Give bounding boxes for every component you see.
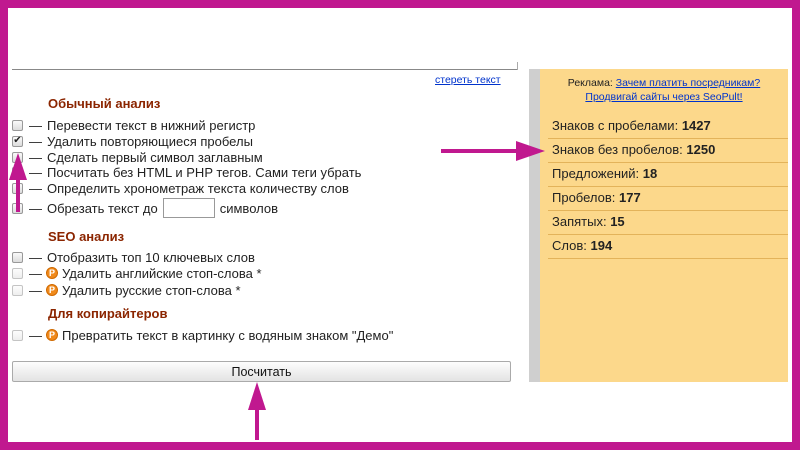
- stat-divider: [548, 258, 788, 259]
- checkbox-capitalize[interactable]: [12, 152, 23, 163]
- stat-spaces: [548, 187, 788, 209]
- ad-link-seopult[interactable]: Продвигай сайты через SeoPult!: [585, 91, 743, 103]
- ad-prefix: Реклама:: [567, 77, 613, 89]
- stat-sentences: [548, 163, 788, 185]
- premium-badge-icon: P: [46, 267, 58, 279]
- ad-link-intermediaries[interactable]: Зачем платить посредникам?: [615, 77, 761, 89]
- option-capitalize: [12, 149, 263, 165]
- text-input-area-resize-edge[interactable]: [517, 62, 518, 70]
- dash: —: [29, 265, 42, 281]
- text-input-area-bottom-edge[interactable]: [12, 69, 518, 70]
- option-label-suffix: символов: [219, 200, 279, 216]
- stat-label: Предложений:: [552, 166, 640, 181]
- option-label: Удалить английские стоп-слова *: [62, 265, 262, 281]
- stat-value: 18: [642, 166, 658, 181]
- checkbox-remove-spaces[interactable]: ✔: [13, 135, 22, 146]
- stat-words: [548, 235, 788, 257]
- checkbox-no-html[interactable]: [12, 167, 23, 178]
- option-label: Перевести текст в нижний регистр: [47, 117, 256, 133]
- stat-label: Слов:: [552, 238, 587, 253]
- section-seo-analysis: SEO анализ: [48, 229, 125, 244]
- checkbox-watermark[interactable]: [12, 330, 23, 341]
- stat-chars-with-spaces: [548, 115, 788, 137]
- option-trim: [12, 197, 278, 219]
- dash: —: [29, 327, 42, 343]
- trim-length-input[interactable]: [163, 198, 215, 218]
- option-label: Удалить русские стоп-слова *: [62, 282, 241, 298]
- panel-divider: [529, 69, 540, 382]
- stat-value: 177: [619, 190, 641, 205]
- option-lowercase: [12, 117, 255, 133]
- option-timing: [12, 180, 349, 196]
- stat-value: 15: [610, 214, 625, 229]
- option-top10: [12, 249, 255, 265]
- dash: —: [29, 164, 42, 180]
- stat-label: Знаков с пробелами:: [552, 118, 679, 133]
- stat-value: 1250: [686, 142, 716, 157]
- option-en-stop: [12, 265, 262, 281]
- ad-block: [540, 76, 788, 104]
- option-label: Удалить повторяющиеся пробелы: [47, 133, 253, 149]
- checkbox-trim[interactable]: [12, 203, 23, 214]
- option-ru-stop: [12, 282, 241, 298]
- option-label: Превратить текст в картинку с водяным знаком "Демо": [62, 327, 394, 343]
- checkbox-top10[interactable]: [12, 252, 23, 263]
- checkbox-lowercase[interactable]: [12, 120, 23, 131]
- option-no-html: [12, 164, 361, 180]
- dash: —: [29, 282, 42, 298]
- option-label: Обрезать текст до: [47, 200, 158, 216]
- stat-label: Знаков без пробелов:: [552, 142, 683, 157]
- option-watermark: [12, 327, 393, 343]
- premium-badge-icon: P: [46, 329, 58, 341]
- checkbox-timing[interactable]: [12, 183, 23, 194]
- dash: —: [29, 117, 42, 133]
- section-ordinary-analysis: Обычный анализ: [48, 96, 161, 111]
- dash: —: [29, 249, 42, 265]
- stat-label: Пробелов:: [552, 190, 616, 205]
- checkbox-en-stop[interactable]: [12, 268, 23, 279]
- stat-value: 1427: [681, 118, 711, 133]
- stat-label: Запятых:: [552, 214, 607, 229]
- stat-chars-without-spaces: [548, 139, 788, 161]
- option-label: Определить хронометраж текста количеству слов: [47, 180, 349, 196]
- option-label: Сделать первый символ заглавным: [47, 149, 263, 165]
- stat-commas: [548, 211, 788, 233]
- option-label: Посчитать без HTML и PHP тегов. Сами теги убрать: [47, 164, 362, 180]
- premium-badge-icon: P: [46, 284, 58, 296]
- dash: —: [29, 180, 42, 196]
- option-label: Отобразить топ 10 ключевых слов: [47, 249, 255, 265]
- option-remove-spaces: [12, 133, 253, 149]
- clear-text-link[interactable]: стереть текст: [435, 74, 501, 86]
- dash: —: [29, 133, 42, 149]
- calculate-button[interactable]: Посчитать: [12, 361, 511, 382]
- dash: —: [29, 149, 42, 165]
- dash: —: [29, 200, 42, 216]
- checkbox-ru-stop[interactable]: [12, 285, 23, 296]
- stat-value: 194: [590, 238, 613, 253]
- section-copywriters: Для копирайтеров: [48, 306, 168, 321]
